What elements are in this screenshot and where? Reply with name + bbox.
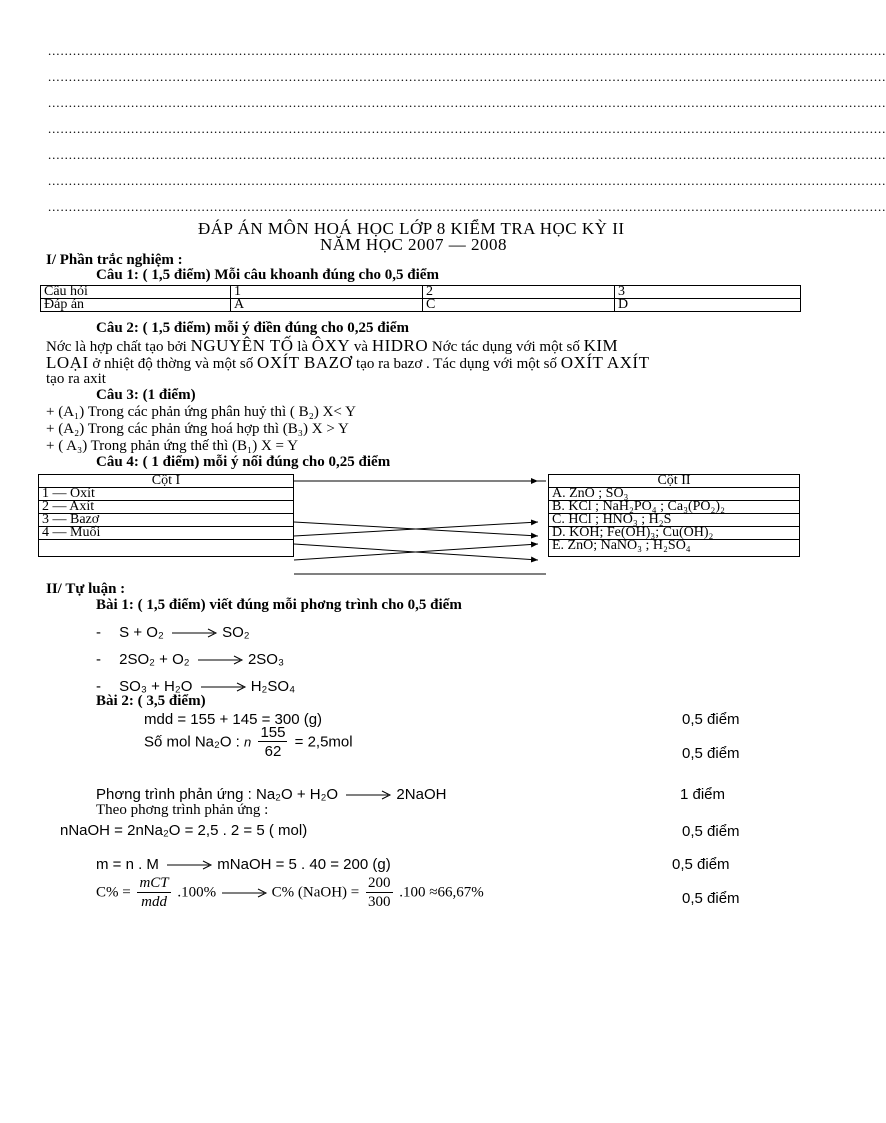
percent-text: .100% xyxy=(177,884,217,901)
table-cell: 3 xyxy=(615,286,801,299)
reaction-arrow-icon xyxy=(168,628,218,638)
reaction-arrow-icon xyxy=(342,790,392,800)
page-title: ĐÁP ÁN MÔN HOÁ HỌC LỚP 8 KIỂM TRA HỌC KỲ II xyxy=(198,219,625,238)
col2-item: D. KOH; Fe(OH)₃; Cu(OH)₂ xyxy=(549,527,800,540)
table-cell: Đáp án xyxy=(41,299,231,312)
table-cell: Câu hỏi xyxy=(41,286,231,299)
arrow-icon xyxy=(220,888,268,898)
eq-right: SO₂ xyxy=(222,624,250,641)
concentration-label: C% = xyxy=(96,884,131,901)
col1-item: 4 — Muối xyxy=(39,527,294,540)
table-cell: 2 xyxy=(423,286,615,299)
dotted-line: .......................................................................................................................................................................................................... xyxy=(48,121,886,136)
q4-matching-lines xyxy=(294,474,548,580)
dotted-line: .......................................................................................................................................................................................................... xyxy=(48,43,886,58)
q2-answer: HIDRO xyxy=(371,336,429,355)
q2-text: Nớc tác dụng với một số xyxy=(428,339,584,355)
q2-answer: NGUYÊN TỐ xyxy=(190,336,294,355)
q2-text: và xyxy=(350,339,372,355)
score: 0,5 điểm xyxy=(682,890,740,907)
bai2-line2 xyxy=(144,725,353,765)
part1-heading: I/ Phần trắc nghiệm : xyxy=(46,252,183,268)
equation-3 xyxy=(96,679,295,694)
mol-var: n xyxy=(244,734,252,750)
q1-heading: Câu 1: ( 1,5 điểm) Mỗi câu khoanh đúng cho 0,5 điểm xyxy=(96,267,439,283)
q2-text: ở nhiệt độ thờng và một số xyxy=(88,356,257,372)
concentration-naoh: C% (NaOH) = xyxy=(271,884,360,901)
fraction-denominator: 62 xyxy=(264,743,282,760)
value-fraction xyxy=(366,876,393,910)
list-dash: - xyxy=(96,651,101,668)
q2-answer: OXÍT AXÍT xyxy=(560,353,650,372)
col1-item: 1 — Oxít xyxy=(39,488,294,501)
q2-paragraph-line2 xyxy=(46,354,649,372)
q2-answer: OXÍT BAZƠ xyxy=(256,353,353,372)
dotted-line: .......................................................................................................................................................................................................... xyxy=(48,173,886,188)
equation-1 xyxy=(96,625,250,640)
bai2-line6 xyxy=(96,857,391,872)
col1-item xyxy=(39,540,294,557)
q3-line: + (A₂) Trong các phản ứng hoá hợp thì (B₃) X > Y xyxy=(46,421,349,437)
eq-left: S + O₂ xyxy=(119,624,164,641)
dotted-line: .......................................................................................................................................................................................................... xyxy=(48,147,886,162)
bai1-heading: Bài 1: ( 1,5 điểm) viết đúng mỗi phơng trình cho 0,5 điểm xyxy=(96,597,462,613)
col1-header: Cột I xyxy=(39,475,294,488)
reaction-arrow-icon xyxy=(197,682,247,692)
mass-formula: m = n . M xyxy=(96,856,159,873)
list-dash: - xyxy=(96,678,101,695)
concentration-result: .100 ≈66,67% xyxy=(399,884,484,901)
concentration-fraction xyxy=(137,876,170,910)
col1-item: 2 — Axít xyxy=(39,501,294,514)
dotted-line: .......................................................................................................................................................................................................... xyxy=(48,69,886,84)
score: 0,5 điểm xyxy=(682,711,740,728)
fraction-denominator: 300 xyxy=(368,894,391,910)
q4-col2-table xyxy=(548,474,800,557)
fraction-numerator: 155 xyxy=(260,724,286,741)
dotted-line: .......................................................................................................................................................................................................... xyxy=(48,95,886,110)
col2-item: C. HCl ; HNO₃ ; H₂S xyxy=(549,514,800,527)
table-row xyxy=(41,286,801,299)
dotted-line: .......................................................................................................................................................................................................... xyxy=(48,199,886,214)
score: 0,5 điểm xyxy=(682,745,740,762)
table-cell: A xyxy=(231,299,423,312)
reaction-right: 2NaOH xyxy=(396,786,447,803)
page-subtitle: NĂM HỌC 2007 — 2008 xyxy=(320,235,508,254)
bai2-line1: mdd = 155 + 145 = 300 (g) xyxy=(144,711,323,728)
score: 0,5 điểm xyxy=(682,823,740,840)
q3-line: + (A₁) Trong các phản ứng phân huỷ thì ( B₂) X< Y xyxy=(46,404,356,420)
mass-result: mNaOH = 5 . 40 = 200 (g) xyxy=(217,856,391,873)
q2-answer: KIM xyxy=(583,336,619,355)
bai2-line5: nNaOH = 2nNa₂O = 2,5 . 2 = 5 ( mol) xyxy=(60,822,308,839)
q3-line: + ( A₃) Trong phản ứng thế thì (B₁) X = Y xyxy=(46,438,299,454)
bai2-line7 xyxy=(96,876,484,920)
arrow-icon xyxy=(163,860,213,870)
eq-right: H₂SO₄ xyxy=(250,678,296,695)
eq-left: 2SO₂ + O₂ xyxy=(119,651,190,668)
score: 1 điểm xyxy=(680,786,726,803)
eq-left: SO₃ + H₂O xyxy=(119,678,193,695)
q4-col1-table xyxy=(38,474,294,557)
fraction-denominator: mdd xyxy=(141,894,167,910)
q3-heading: Câu 3: (1 điểm) xyxy=(96,387,196,403)
eq-right: 2SO₃ xyxy=(247,651,285,668)
mol-label: Số mol Na₂O : xyxy=(144,733,240,751)
table-row xyxy=(41,299,801,312)
reaction-left: Phơng trình phản ứng : Na₂O + H₂O xyxy=(96,786,339,803)
reaction-arrow-icon xyxy=(194,655,244,665)
q2-text: Nớc là hợp chất tạo bởi xyxy=(46,339,191,355)
col1-item: 3 — Bazơ xyxy=(39,514,294,527)
fraction-numerator: mCT xyxy=(139,875,169,891)
q2-heading: Câu 2: ( 1,5 điểm) mỗi ý điền đúng cho 0,25 điểm xyxy=(96,320,409,336)
mol-fraction xyxy=(258,725,287,759)
equation-2 xyxy=(96,652,284,667)
fraction-numerator: 200 xyxy=(368,875,391,891)
mol-result: = 2,5mol xyxy=(294,733,353,751)
q2-answer: ÔXY xyxy=(311,336,351,355)
col2-header: Cột II xyxy=(549,475,800,488)
q4-heading: Câu 4: ( 1 điểm) mỗi ý nối đúng cho 0,25 điểm xyxy=(96,454,391,470)
q1-answer-table xyxy=(40,285,801,312)
q2-text: tạo ra bazơ . Tác dụng với một số xyxy=(352,356,561,372)
q2-answer: LOẠI xyxy=(46,353,89,372)
list-dash: - xyxy=(96,624,101,641)
part2-heading: II/ Tự luận : xyxy=(46,581,126,597)
q2-text: là xyxy=(293,339,312,355)
bai2-line4: Theo phơng trình phản ứng : xyxy=(96,802,269,818)
col2-item: B. KCl ; NaH₂PO₄ ; Ca₃(PO₂)₂ xyxy=(549,501,800,514)
bai2-line3 xyxy=(96,787,446,802)
score: 0,5 điểm xyxy=(672,856,730,873)
bai2-heading: Bài 2: ( 3,5 điểm) xyxy=(96,693,206,709)
table-cell: C xyxy=(423,299,615,312)
col2-item: E. ZnO; NaNO₃ ; H₂SO₄ xyxy=(549,540,800,557)
table-cell: D xyxy=(615,299,801,312)
q2-paragraph-line3: tạo ra axit xyxy=(46,371,106,387)
col2-item: A. ZnO ; SO₃ xyxy=(549,488,800,501)
table-cell: 1 xyxy=(231,286,423,299)
